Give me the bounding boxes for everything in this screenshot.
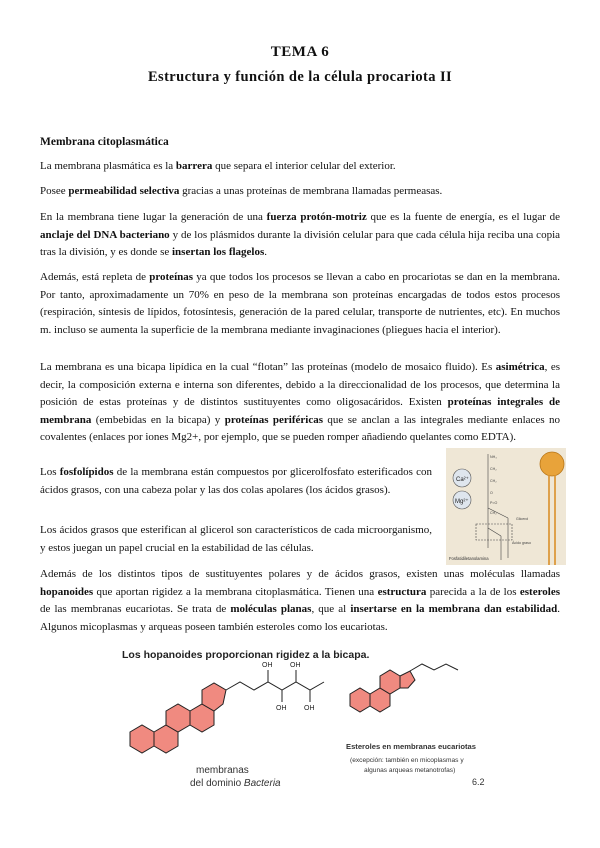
svg-text:P=O: P=O	[490, 501, 498, 505]
paragraph-bilayer: La membrana es una bicapa lipídica en la cual “flotan” las proteínas (modelo de mosaico fluido). Es asimétrica, es decir, la composición externa e interna son diferentes, debido a la direccionalidad de los procesos, que determina la posición de estas proteínas y de distintos sustituyentes como oligosacáridos. Existen proteínas integrales de membrana (embebidas en la bicapa) y proteínas periféricas que se anclan a las integrales mediante enlaces no covalentes (enlaces por iones Mg2+, por ejemplo, que se pueden romper añadiendo quelantes como EDTA).	[40, 361, 561, 444]
fatty-acid-label: Ácido graso	[512, 541, 531, 545]
hydroxyl-label: OH	[262, 662, 273, 669]
svg-text:NH₃: NH₃	[490, 455, 497, 459]
figure-number: 6.2	[472, 777, 485, 787]
sterol-structure	[350, 670, 415, 712]
hopanoid-structure	[130, 683, 226, 753]
hydroxyl-label: OH	[304, 705, 315, 712]
calcium-ion-label: Ca²⁺	[456, 477, 469, 483]
svg-text:O: O	[490, 491, 493, 495]
hopanoid-figure-title: Los hopanoides proporcionan rigidez a la bicapa.	[122, 649, 370, 661]
hopanoid-side-chain	[226, 670, 324, 702]
section-heading: Membrana citoplasmática	[40, 136, 169, 148]
svg-text:CH₂: CH₂	[490, 511, 497, 515]
paragraph-fatty-acids: Los ácidos grasos que esterifican al glicerol son característicos de cada microorganismo, y estos juegan un papel crucial en la estabilidad de las células.	[40, 524, 432, 554]
svg-text:CH₂: CH₂	[490, 467, 497, 471]
paragraph-permeability: Posee permeabilidad selectiva gracias a unas proteínas de membrana llamadas permeasas.	[40, 185, 443, 197]
hydroxyl-label: OH	[290, 662, 301, 669]
document-subtitle: Estructura y función de la célula procariota II	[147, 69, 453, 85]
sterols-exception-line1: (excepción: también en micoplasmas y	[350, 757, 464, 764]
bacteria-domain-caption: del dominio Bacteria	[190, 778, 281, 789]
bacteria-membranes-caption: membranas	[196, 765, 249, 776]
sterol-ring-a	[350, 688, 370, 712]
phospholipid-head	[540, 452, 564, 476]
sterol-side-chain	[410, 664, 458, 671]
phosphatidylethanolamine-caption: Fosfatidiletanolamina	[449, 556, 489, 561]
paragraph-phospholipids: Los fosfolípidos de la membrana están compuestos por glicerolfosfato esterificados con ácidos grasos, con una cabeza polar y las dos colas apolares (los ácidos grasos).	[40, 466, 432, 496]
hopanoid-ring-a	[130, 725, 154, 753]
hydroxyl-label: OH	[276, 705, 287, 712]
paragraph-proton-motive-force: En la membrana tiene lugar la generación de una fuerza protón-motriz que es la fuente de energía, es el lugar de anclaje del DNA bacteriano y de los plásmidos durante la división celular para que cada célula hija reciba una copia tras la división, y es donde se insertan los flagelos.	[40, 211, 561, 259]
sterol-ring-d	[400, 671, 415, 688]
svg-text:CH₂: CH₂	[490, 479, 497, 483]
paragraph-barrier: La membrana plasmática es la barrera que separa el interior celular del exterior.	[40, 160, 396, 172]
magnesium-ion-label: Mg²⁺	[455, 499, 469, 505]
paragraph-proteins: Además, está repleta de proteínas ya que todos los procesos se llevan a cabo en procariotas se dan en la membrana. Por tanto, aproximadamente un 70% en peso de la membrana son proteínas encargadas de todos estos procesos (respiración, síntesis de lípidos, fotosíntesis, generación de la pared celular, transporte de nutrientes, etc). En muchos m. incluso se aumenta la superficie de la membrana mediante invaginaciones (pliegues hacia el interior).	[40, 271, 560, 336]
paragraph-hopanoids: Además de los distintos tipos de sustituyentes polares y de ácidos grasos, existen unas moléculas llamadas hopanoides que aportan rigidez a la membrana citoplasmática. Tienen una estructura parecida a la de los esteroles de las membranas eucariotas. Se trata de moléculas planas, que al insertarse en la membrana dan estabilidad. Algunos micoplasmas y arqueas poseen también esteroles como los eucariotas.	[40, 568, 561, 633]
sterols-caption: Esteroles en membranas eucariotas	[346, 742, 476, 751]
hopanoid-figure	[118, 642, 498, 810]
phospholipid-figure	[446, 448, 566, 565]
glycerol-label: Glicerol	[516, 517, 529, 521]
sterols-exception-line2: algunas arqueas metanotrofas)	[364, 767, 456, 774]
document-title: TEMA 6	[270, 44, 330, 60]
